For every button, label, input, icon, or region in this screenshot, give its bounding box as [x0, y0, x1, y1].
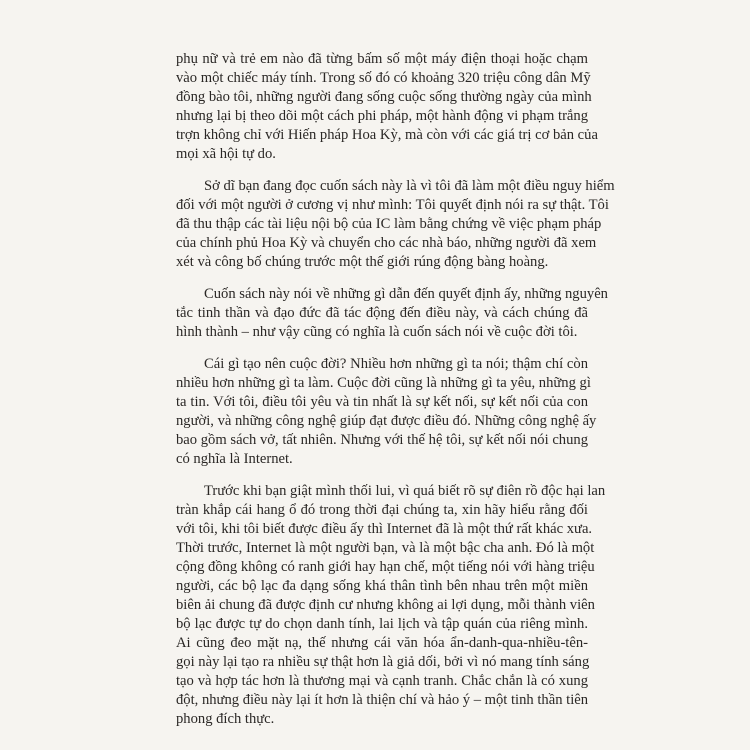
text-line: nhưng lại bị theo dõi một cách phi pháp, một hành động vi phạm trắng — [176, 108, 589, 124]
text-line: gọi này lại tạo ra nhiều sự thật hơn là giả dối, bởi vì nó mang tính sáng — [176, 654, 590, 670]
text-line: ta tin. Với tôi, điều tôi yêu và tin nhất là sự kết nối, sự kết nối của con — [176, 394, 588, 410]
text-line: đột, nhưng điều này lại ít hơn là thiện chí và hảo ý – một tinh thần tiên — [176, 692, 589, 708]
text-line: đồng bào tôi, những người đang sống cuộc sống thường ngày của mình — [176, 89, 592, 105]
text-line: bộ lạc được tự do chọn danh tính, lai lịch và tập quán của riêng mình. — [176, 616, 588, 632]
text-line: Sở dĩ bạn đang đọc cuốn sách này là vì tôi đã làm một điều nguy hiểm — [204, 178, 615, 194]
text-line: hình thành – như vậy cũng có nghĩa là cuốn sách nói về cuộc đời tôi. — [176, 324, 578, 340]
text-line: phụ nữ và trẻ em nào đã từng bấm số một máy điện thoại hoặc chạm — [176, 51, 588, 67]
text-line: cộng đồng không có ranh giới hay hạn chế, một tiếng nói với hàng triệu — [176, 559, 595, 575]
text-line: Cái gì tạo nên cuộc đời? Nhiều hơn những gì ta nói; thậm chí còn — [204, 356, 588, 372]
text-line: trợn không chỉ với Hiến pháp Hoa Kỳ, mà còn với các giá trị cơ bản của — [176, 127, 598, 143]
text-line: Cuốn sách này nói về những gì dẫn đến quyết định ấy, những nguyên — [204, 286, 608, 302]
text-line: đối với một người ở cương vị như mình: Tôi quyết định nói ra sự thật. Tôi — [176, 197, 609, 213]
text-line: với tôi, khi tôi biết được điều ấy thì Internet đã là một thứ rất khác xưa. — [176, 521, 593, 537]
text-line: người, và những công nghệ giúp đạt được điều đó. Những công nghệ ấy — [176, 413, 597, 429]
text-line: có nghĩa là Internet. — [176, 451, 293, 467]
body-text — [176, 50, 615, 729]
text-line: xét và công bố chúng trước một thế giới rúng động bàng hoàng. — [176, 254, 549, 270]
paragraph — [176, 482, 606, 729]
paragraph — [176, 355, 597, 469]
text-line: biên ải chung đã được định cư nhưng không ai lợi dụng, mỗi thành viên — [176, 597, 595, 613]
text-line: mọi xã hội tự do. — [176, 146, 276, 162]
text-line: người, các bộ lạc đa dạng sống khá thân tình bên nhau trên một miền — [176, 578, 588, 594]
text-line: đã thu thập các tài liệu nội bộ của IC làm bằng chứng về việc phạm pháp — [176, 216, 602, 232]
paragraph — [176, 285, 608, 342]
paragraph — [176, 177, 615, 272]
text-line: bao gồm sách vở, tất nhiên. Nhưng với thế hệ tôi, sự kết nối nói chung — [176, 432, 588, 448]
text-line: Trước khi bạn giật mình thối lui, vì quá biết rõ sự điên rồ độc hại lan — [204, 483, 606, 499]
text-line: của chính phủ Hoa Kỳ và chuyển cho các nhà báo, những người đã xem — [176, 235, 597, 251]
text-line: phong đích thực. — [176, 711, 275, 727]
paragraph — [176, 50, 598, 164]
text-line: Thời trước, Internet là một người bạn, và là một bậc cha anh. Đó là một — [176, 540, 595, 556]
text-line: vào một chiếc máy tính. Trong số đó có khoảng 320 triệu công dân Mỹ — [176, 70, 591, 86]
text-line: tạo và hợp tác hơn là thương mại và cạnh tranh. Chắc chắn là có xung — [176, 673, 588, 689]
text-line: tắc tinh thần và đạo đức đã tác động đến điều này, và cách chúng đã — [176, 305, 588, 321]
text-line: tràn khắp cái hang ổ đó trong thời đại chúng ta, xin hãy hiểu rằng đối — [176, 502, 588, 518]
text-line: nhiều hơn những gì ta làm. Cuộc đời cũng là những gì ta yêu, những gì — [176, 375, 591, 391]
text-line: Ai cũng đeo mặt nạ, thế nhưng cái văn hóa ẩn-danh-qua-nhiều-tên- — [176, 635, 588, 651]
